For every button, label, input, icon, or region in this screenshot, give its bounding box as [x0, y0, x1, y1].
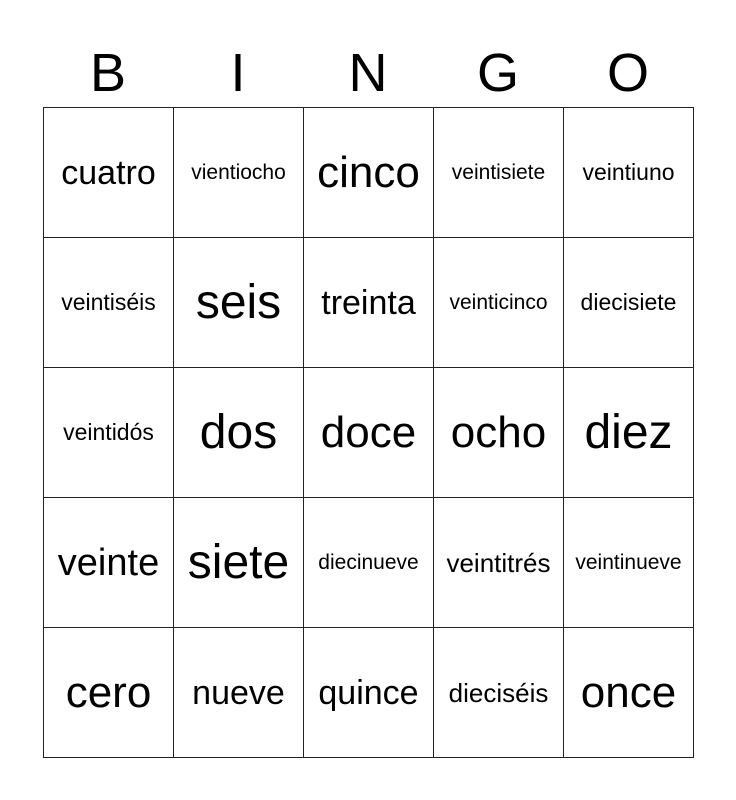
- bingo-cell[interactable]: veintitrés: [434, 498, 564, 628]
- bingo-cell[interactable]: treinta: [304, 238, 434, 368]
- bingo-cell[interactable]: ocho: [434, 368, 564, 498]
- bingo-cell[interactable]: nueve: [174, 628, 304, 758]
- bingo-cell[interactable]: veintidós: [44, 368, 174, 498]
- header-letter-o: O: [606, 43, 649, 103]
- header-letter-i: I: [230, 43, 246, 103]
- bingo-grid: [43, 107, 694, 758]
- bingo-cell[interactable]: once: [564, 628, 694, 758]
- bingo-cell[interactable]: veinte: [44, 498, 174, 628]
- bingo-cell[interactable]: diecinueve: [304, 498, 434, 628]
- bingo-cell[interactable]: veintisiete: [434, 108, 564, 238]
- bingo-header: [43, 38, 693, 108]
- bingo-cell[interactable]: vientiocho: [174, 108, 304, 238]
- bingo-cell[interactable]: quince: [304, 628, 434, 758]
- bingo-cell[interactable]: veintiuno: [564, 108, 694, 238]
- bingo-cell[interactable]: cero: [44, 628, 174, 758]
- bingo-cell[interactable]: dieciséis: [434, 628, 564, 758]
- bingo-cell[interactable]: diecisiete: [564, 238, 694, 368]
- bingo-cell[interactable]: dos: [174, 368, 304, 498]
- bingo-cell[interactable]: doce: [304, 368, 434, 498]
- header-letter-g: G: [476, 43, 519, 103]
- bingo-cell[interactable]: cuatro: [44, 108, 174, 238]
- bingo-cell[interactable]: seis: [174, 238, 304, 368]
- bingo-cell[interactable]: veintiséis: [44, 238, 174, 368]
- header-letter-b: B: [89, 43, 127, 103]
- bingo-cell[interactable]: veinticinco: [434, 238, 564, 368]
- bingo-cell[interactable]: veintinueve: [564, 498, 694, 628]
- bingo-cell[interactable]: cinco: [304, 108, 434, 238]
- bingo-cell[interactable]: diez: [564, 368, 694, 498]
- header-letter-n: N: [348, 43, 388, 103]
- bingo-cell[interactable]: siete: [174, 498, 304, 628]
